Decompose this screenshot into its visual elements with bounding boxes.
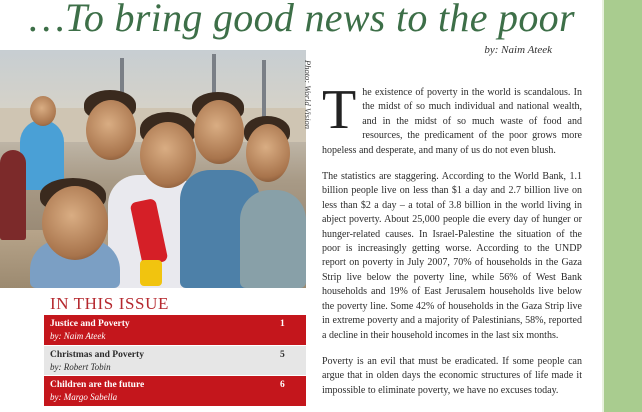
- photo-child-face: [140, 122, 196, 188]
- photo-child: [0, 150, 26, 240]
- in-this-issue-heading: IN THIS ISSUE: [50, 294, 169, 313]
- in-this-issue-list: [44, 315, 306, 407]
- issue-item-author: by: Naim Ateek: [50, 331, 106, 341]
- drop-cap: T: [322, 79, 357, 141]
- issue-item-title: Children are the future: [50, 380, 145, 390]
- issue-item[interactable]: [44, 346, 306, 377]
- issue-item-title: Christmas and Poverty: [50, 349, 144, 360]
- children-photo: [0, 50, 306, 288]
- issue-item-page: 1: [280, 319, 285, 329]
- paragraph-text: he existence of poverty in the world is scandalous. In the midst of so much individual and national wealth, and in the midst of so much waste of food and resources, the predicament of the poor grows more hopeless and desperate, and many of us do not even blush.: [322, 87, 582, 156]
- article-paragraph: Poverty is an evil that must be eradicated. If some people can argue that in olden days the economic structures of life made it impossible to eliminate poverty, we have no excuses today.: [322, 355, 582, 396]
- photo-child-face: [42, 186, 108, 260]
- article-byline: by: Naim Ateek: [484, 44, 552, 56]
- issue-item-author: by: Robert Tobin: [50, 361, 111, 372]
- photo-child-face: [86, 100, 136, 160]
- photo-child: [30, 96, 56, 126]
- article-body: [322, 79, 582, 410]
- photo-toy: [140, 260, 162, 286]
- issue-item-title: Justice and Poverty: [50, 319, 130, 329]
- issue-item-page: 5: [280, 349, 285, 360]
- issue-item-page: 6: [280, 380, 285, 390]
- article-headline: …To bring good news to the poor: [29, 0, 575, 40]
- photo-credit: Photo: World Vision: [303, 60, 313, 129]
- article-paragraph: The statistics are staggering. According to the World Bank, 1.1 billion people live on less than $1 a day and 2.7 billion live on less than $2 a day – a total of 3.8 billion in the world living in abject poverty. About 25,000 people die every day of hunger or hunger-related causes. In Israel-Palestine the situation of the poor is increasingly getting worse. According to the UNDP report on poverty in July 2007, 70% of households in the Gaza Strip live below the poverty line, while 56% of West Bank households and 19% of East Jerusalem households live below the poverty line. Some 42% of households in the Gaza Strip live in extreme poverty and a majority of Palestinians, 58%, reported a decline in their household incomes in the last six months.: [322, 171, 582, 341]
- issue-item-author: by: Margo Sabella: [50, 392, 118, 402]
- issue-item[interactable]: [44, 315, 306, 346]
- issue-item[interactable]: [44, 376, 306, 407]
- photo-child-face: [246, 124, 290, 182]
- photo-child-face: [194, 100, 244, 164]
- side-color-bar: [604, 0, 642, 412]
- photo-child: [240, 190, 306, 288]
- article-paragraph: [322, 79, 582, 158]
